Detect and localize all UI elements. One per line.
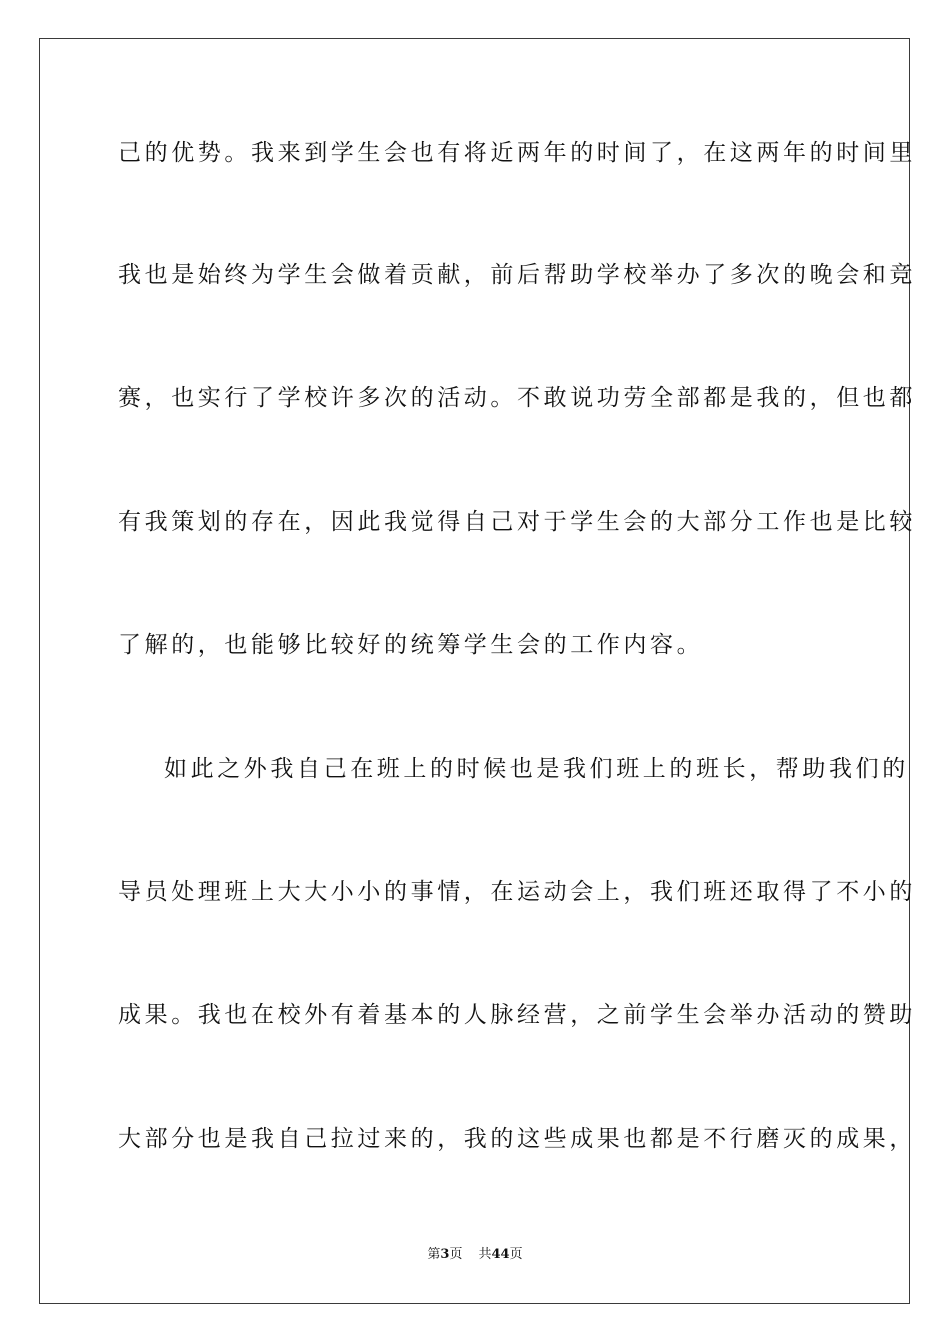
- total-prefix: 共: [478, 1247, 492, 1262]
- body-line-9: 大部分也是我自己拉过来的，我的这些成果也都是不行磨灭的成果，: [118, 1126, 916, 1152]
- page-border: [39, 38, 916, 1304]
- body-line-5: 了解的，也能够比较好的统筹学生会的工作内容。: [118, 632, 704, 658]
- body-line-3: 赛，也实行了学校许多次的活动。不敢说功劳全部都是我的，但也都: [118, 385, 916, 411]
- page-number: 3: [440, 1247, 450, 1262]
- total-pages: 44: [491, 1247, 510, 1262]
- body-line-4: 有我策划的存在，因此我觉得自己对于学生会的大部分工作也是比较: [118, 509, 916, 535]
- body-line-6-paragraph-start: 如此之外我自己在班上的时候也是我们班上的班长，帮助我们的: [164, 756, 909, 782]
- total-unit: 页: [509, 1247, 523, 1262]
- page-footer: [0, 1246, 950, 1264]
- body-line-8: 成果。我也在校外有着基本的人脉经营，之前学生会举办活动的赞助: [118, 1002, 916, 1028]
- body-line-7: 导员处理班上大大小小的事情，在运动会上，我们班还取得了不小的: [118, 879, 916, 905]
- body-line-2: 我也是始终为学生会做着贡献，前后帮助学校举办了多次的晚会和竞: [118, 262, 916, 288]
- page-prefix: 第: [427, 1247, 441, 1262]
- page-unit: 页: [449, 1247, 463, 1262]
- body-line-1: 己的优势。我来到学生会也有将近两年的时间了，在这两年的时间里: [118, 140, 916, 166]
